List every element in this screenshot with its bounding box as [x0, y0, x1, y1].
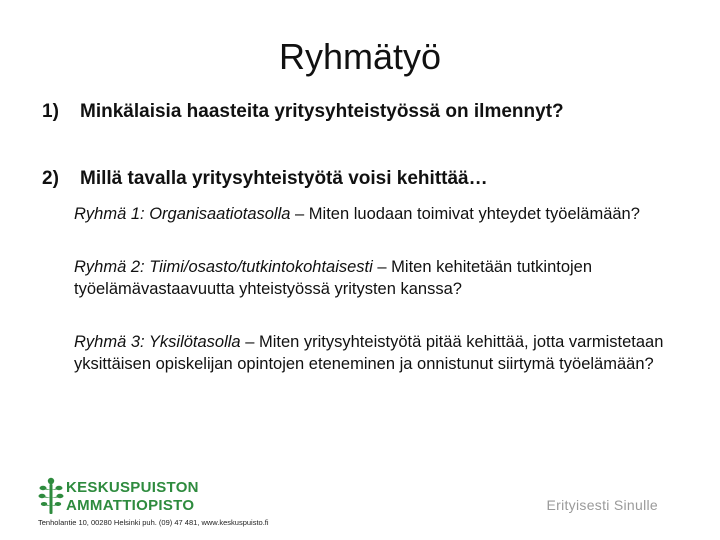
logo-text-line-1: KESKUSPUISTON — [66, 479, 199, 496]
footer-address: Tenholantie 10, 00280 Helsinki puh. (09) 47 481, www.keskuspuisto.fi — [38, 518, 269, 527]
school-logo — [38, 476, 238, 516]
group-1-text: – Miten luodaan toimivat yhteydet työelämään? — [290, 205, 640, 223]
group-2-label: Ryhmä 2: Tiimi/osasto/tutkintokohtaisesti — [74, 258, 373, 276]
group-1-label: Ryhmä 1: Organisaatiotasolla — [74, 205, 291, 223]
slide-title: Ryhmätyö — [278, 36, 442, 77]
group-3 — [74, 331, 684, 375]
logo-text-line-2: AMMATTIOPISTO — [66, 497, 195, 514]
question-1-text: Minkälaisia haasteita yritysyhteistyössä on ilmennyt? — [80, 101, 564, 122]
group-2-text: – Miten kehitetään tutkintojen työelämävastaavuutta yhteistyössä yritysten kanssa? — [74, 258, 593, 298]
question-2-number: 2) — [42, 168, 59, 189]
question-1-number: 1) — [42, 101, 59, 122]
question-1 — [42, 101, 564, 123]
footer-slogan: Erityisesti Sinulle — [546, 497, 658, 513]
group-1 — [74, 203, 684, 225]
group-list — [74, 203, 684, 406]
question-2 — [42, 168, 488, 190]
group-3-label: Ryhmä 3: Yksilötasolla — [74, 333, 241, 351]
group-2 — [74, 256, 684, 300]
tree-logo-icon — [38, 476, 64, 516]
question-2-text: Millä tavalla yritysyhteistyötä voisi kehittää… — [80, 168, 488, 189]
group-3-text: – Miten yritysyhteistyötä pitää kehittää, jotta varmistetaan yksittäisen opiskelijan opintojen eteneminen ja onnistunut siirtymä työelämään? — [74, 333, 664, 373]
